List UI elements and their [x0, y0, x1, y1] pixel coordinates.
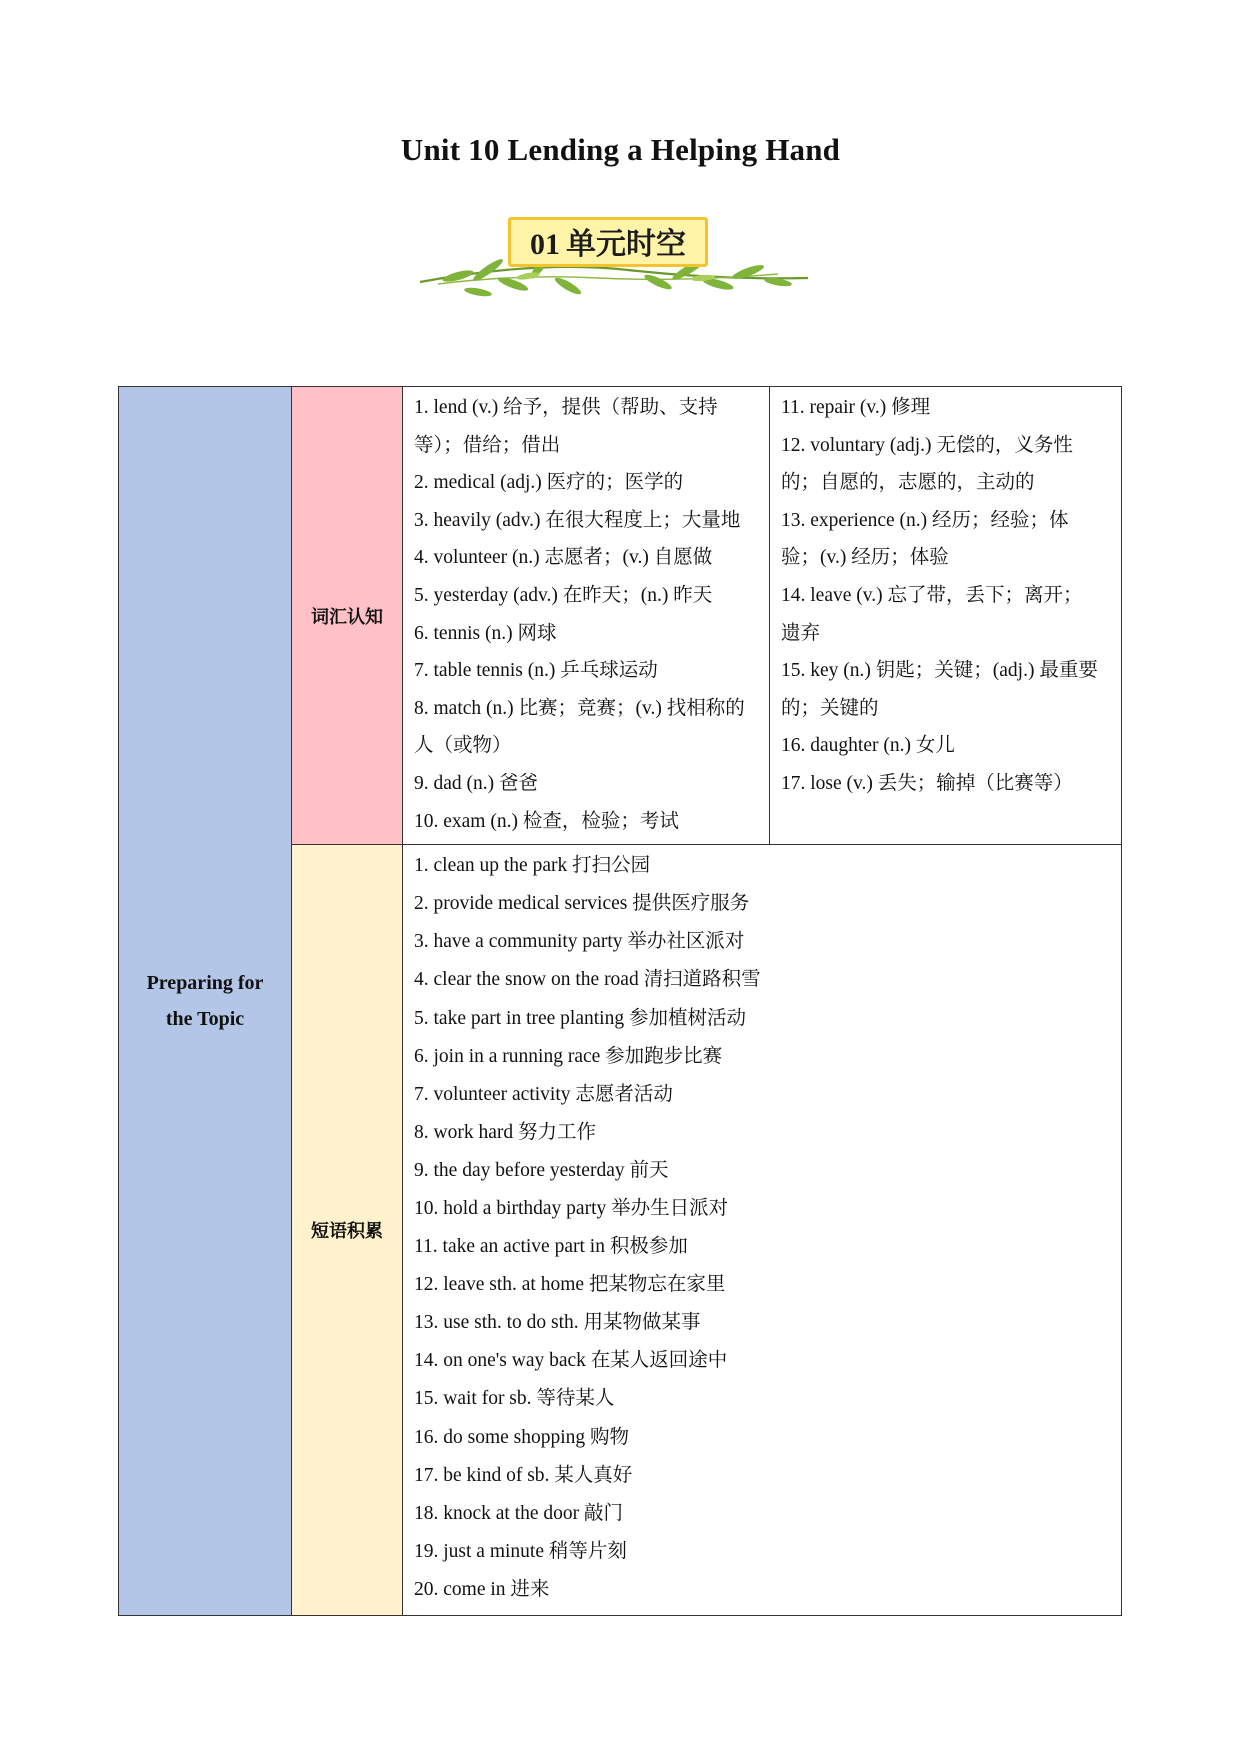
phrase-item: 15. wait for sb. 等待某人 [414, 1388, 615, 1410]
phrase-cell [403, 845, 1122, 1616]
vocab-right-cell [770, 387, 1122, 845]
phrase-item: 10. hold a birthday party 举办生日派对 [414, 1197, 729, 1219]
vocab-line: 人（或物） [414, 735, 512, 757]
topic-cell [119, 387, 292, 1616]
phrase-item: 18. knock at the door 敲门 [414, 1502, 624, 1524]
page-title: Unit 10 Lending a Helping Hand [400, 132, 841, 167]
phrase-item: 9. the day before yesterday 前天 [414, 1159, 669, 1181]
vocab-line: 15. key (n.) 钥匙；关键；(adj.) 最重要 [781, 660, 1098, 682]
vocab-line: 1. lend (v.) 给予，提供（帮助、支持 [414, 397, 718, 418]
vocab-line: 4. volunteer (n.) 志愿者；(v.) 自愿做 [414, 547, 713, 569]
vocab-left-cell [403, 387, 770, 845]
phrase-item: 19. just a minute 稍等片刻 [414, 1540, 627, 1562]
topic-label-line1: Preparing for [146, 972, 264, 994]
phrase-item: 3. have a community party 举办社区派对 [414, 931, 745, 953]
vocab-line: 5. yesterday (adv.) 在昨天；(n.) 昨天 [414, 584, 713, 606]
vocab-line: 9. dad (n.) 爸爸 [414, 772, 539, 794]
vocab-right-list [770, 387, 1121, 807]
vocab-line: 17. lose (v.) 丢失；输掉（比赛等） [781, 772, 1073, 794]
phrase-item: 12. leave sth. at home 把某物忘在家里 [414, 1274, 726, 1296]
vocab-line: 16. daughter (n.) 女儿 [781, 735, 955, 757]
phrase-section-label: 短语积累 [292, 845, 403, 1616]
vocab-line: 11. repair (v.) 修理 [781, 397, 931, 418]
vocab-line: 13. experience (n.) 经历；经验；体 [781, 509, 1069, 531]
section-badge [418, 212, 818, 312]
vocab-line: 的；关键的 [781, 697, 879, 719]
vocab-line: 2. medical (adj.) 医疗的；医学的 [414, 472, 684, 494]
vocab-line: 等）；借给；借出 [414, 434, 561, 456]
phrase-item: 13. use sth. to do sth. 用某物做某事 [414, 1312, 701, 1334]
vocabulary-table [118, 386, 1122, 1616]
topic-label-line2: the Topic [165, 1008, 245, 1030]
vocab-left-list [403, 387, 769, 844]
phrase-item: 11. take an active part in 积极参加 [414, 1236, 688, 1258]
badge-label: 单元时空 [566, 227, 686, 262]
phrase-item: 8. work hard 努力工作 [414, 1121, 596, 1143]
vocab-line: 3. heavily (adv.) 在很大程度上；大量地 [414, 509, 741, 531]
phrase-item: 7. volunteer activity 志愿者活动 [414, 1083, 673, 1105]
vocab-line: 遗弃 [781, 622, 821, 644]
vocab-line: 12. voluntary (adj.) 无偿的，义务性 [781, 434, 1073, 456]
phrase-item: 5. take part in tree planting 参加植树活动 [414, 1007, 746, 1029]
phrase-item: 4. clear the snow on the road 清扫道路积雪 [414, 969, 761, 991]
vocab-line: 验；(v.) 经历；体验 [781, 547, 949, 569]
phrase-item: 6. join in a running race 参加跑步比赛 [414, 1045, 723, 1067]
phrase-item: 14. on one's way back 在某人返回途中 [414, 1350, 728, 1372]
phrase-item: 2. provide medical services 提供医疗服务 [414, 893, 750, 915]
badge-box [508, 217, 708, 267]
vocab-line: 7. table tennis (n.) 乒乓球运动 [414, 660, 658, 682]
vocab-section-label: 词汇认知 [292, 387, 403, 845]
vocab-line: 8. match (n.) 比赛；竞赛；(v.) 找相称的 [414, 697, 745, 719]
phrase-item: 17. be kind of sb. 某人真好 [414, 1464, 633, 1486]
vocab-line: 14. leave (v.) 忘了带，丢下；离开； [781, 584, 1083, 606]
vocab-line: 的；自愿的，志愿的，主动的 [781, 472, 1035, 494]
vocab-line: 6. tennis (n.) 网球 [414, 622, 557, 644]
badge-number: 01 [530, 228, 560, 261]
phrase-list [403, 845, 1121, 1615]
phrase-item: 16. do some shopping 购物 [414, 1426, 630, 1448]
vocab-line: 10. exam (n.) 检查，检验；考试 [414, 810, 679, 832]
phrase-item: 20. come in 进来 [414, 1578, 550, 1600]
vocab-row [119, 387, 1122, 845]
phrase-item: 1. clean up the park 打扫公园 [414, 855, 651, 877]
